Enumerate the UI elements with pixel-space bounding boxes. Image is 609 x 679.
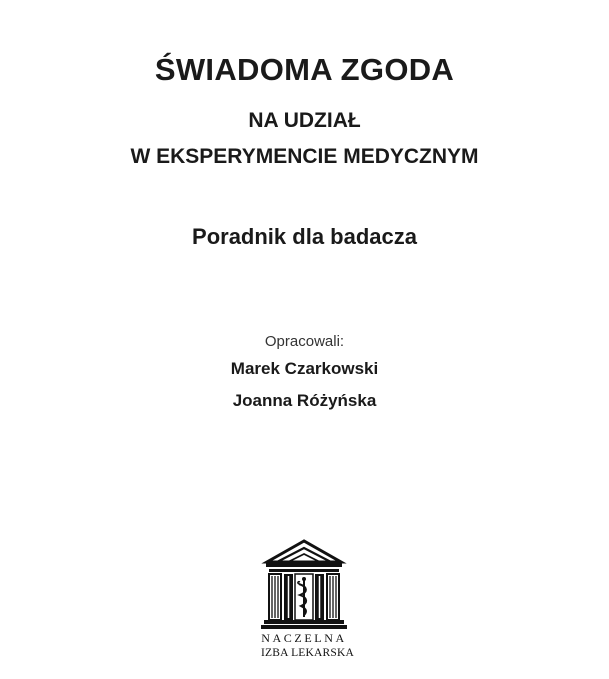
- subtitle-line-2: W EKSPERYMENCIE MEDYCZNYM: [130, 145, 479, 168]
- publisher-name-line-1: NACZELNA: [261, 631, 347, 645]
- guide-title: Poradnik dla badacza: [192, 224, 417, 249]
- publisher-logo: [261, 538, 355, 664]
- publisher-name-line-2: IZBA LEKARSKA: [261, 647, 355, 659]
- building-with-caduceus-icon: [261, 538, 347, 630]
- document-title: ŚWIADOMA ZGODA: [154, 52, 455, 87]
- author-name: Joanna Różyńska: [232, 391, 377, 410]
- author-name: Marek Czarkowski: [230, 359, 379, 378]
- authors-label: Opracowali:: [264, 333, 345, 350]
- subtitle-line-1: NA UDZIAŁ: [248, 109, 361, 132]
